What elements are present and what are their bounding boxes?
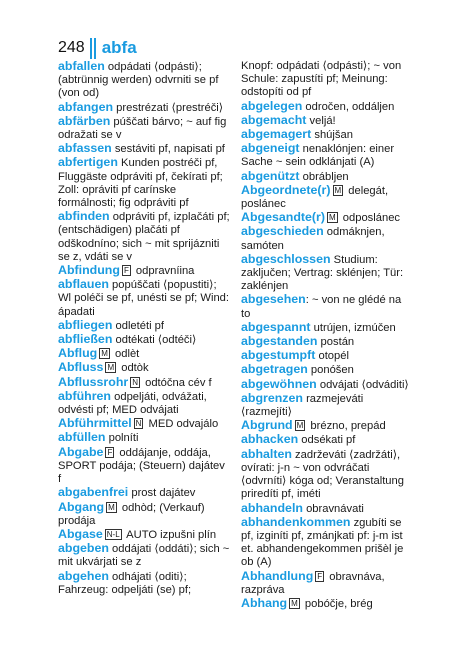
dictionary-entry — [58, 264, 230, 278]
dictionary-entry — [58, 501, 230, 528]
entry-headword: abführen — [58, 388, 112, 403]
dictionary-entry — [58, 60, 230, 101]
dictionary-entry — [241, 211, 413, 225]
entry-headword: abgewöhnen — [241, 376, 317, 391]
entry-text: nenaklónjen: einer Sache ~ sein odklánjati (A) — [241, 143, 395, 169]
entry-headword: abgeneigt — [241, 141, 300, 156]
entry-headword: abgrenzen — [241, 390, 303, 405]
entry-headword: abgenützt — [241, 168, 300, 183]
entry-text: odtòk — [118, 362, 149, 375]
entry-text: odročen, oddáljen — [302, 100, 395, 113]
dictionary-entry — [58, 210, 230, 264]
dictionary-entry — [58, 431, 230, 445]
dictionary-entry — [241, 448, 413, 502]
entry-headword: Abhandlung — [241, 568, 314, 583]
dictionary-entry — [241, 253, 413, 294]
dictionary-entry — [241, 321, 413, 335]
dictionary-entry — [241, 433, 413, 447]
entry-text: odposlánec — [339, 212, 401, 225]
entry-text: odpeljáti, odvážati, odvésti pf; MED odvájati — [58, 390, 207, 417]
dictionary-entry — [58, 528, 230, 542]
entry-headword: abfinden — [58, 209, 110, 224]
entry-headword: Abführmittel — [58, 416, 132, 431]
entry-text: ponóšen — [307, 364, 354, 377]
entry-headword: abhalten — [241, 446, 292, 461]
entry-text: veljá! — [306, 114, 336, 127]
dictionary-entry — [241, 597, 413, 611]
dictionary-entry — [241, 60, 413, 100]
dictionary-entry — [58, 542, 230, 569]
gender-box: N — [132, 377, 138, 387]
entry-headword: abgetragen — [241, 362, 308, 377]
entry-text: razmejeváti ⟨razmejíti⟩ — [241, 392, 364, 419]
left-column — [58, 60, 230, 597]
page-number: 248 — [58, 39, 85, 56]
entry-text: MED odvajálo — [145, 418, 219, 431]
entry-headword: abhacken — [241, 432, 299, 447]
dictionary-entry — [241, 349, 413, 363]
entry-headword: abflauen — [58, 277, 109, 292]
gender-box: M — [329, 213, 336, 223]
gender-box: M — [108, 502, 115, 512]
dictionary-entry — [58, 376, 230, 390]
dictionary-entry — [241, 335, 413, 349]
gender-box: M — [296, 421, 304, 431]
entry-headword: abfliegen — [58, 317, 113, 332]
dictionary-entry — [241, 516, 413, 570]
dictionary-entry — [58, 570, 230, 597]
entry-text: sestáviti pf, napisati pf — [111, 143, 225, 156]
dictionary-entry — [58, 278, 230, 319]
dictionary-entry — [58, 333, 230, 347]
entry-headword: Abflug — [58, 346, 98, 361]
dictionary-entry — [241, 392, 413, 419]
entry-text: pobóčje, brég — [301, 597, 373, 610]
dictionary-entry — [241, 128, 413, 142]
entry-headword: abgabenfrei — [58, 485, 129, 500]
entry-text: delegát, poslánec — [241, 184, 389, 211]
entry-headword: abgestanden — [241, 334, 318, 349]
entry-headword: Abgabe — [58, 444, 104, 459]
dictionary-entry — [241, 293, 413, 320]
dictionary-entry — [241, 100, 413, 114]
gender-box: M — [107, 363, 115, 373]
entry-text: odpravníina — [132, 265, 195, 278]
entry-headword: Abgang — [58, 499, 105, 514]
entry-text: otopél — [315, 350, 349, 363]
entry-text: odsékati pf — [298, 434, 356, 447]
entry-headword: abfertigen — [58, 155, 118, 170]
dictionary-entry — [241, 419, 413, 433]
gender-box: N-L — [106, 529, 120, 539]
gender-box: F — [317, 571, 323, 581]
entry-headword: Abflussrohr — [58, 374, 129, 389]
entry-text: odtóčna cév f — [142, 376, 212, 389]
entry-headword: Abgeordnete(r) — [241, 182, 331, 197]
entry-text: Kunden postréči pf, Fluggäste odpráviti pf, čekírati pf; Zoll: opráviti pf carínske formálnosti; fig odpráviti pf — [58, 157, 223, 210]
entry-text: popúščati ⟨popustiti⟩; Wl poléči se pf, unésti se pf; Wind: ápadati — [58, 279, 229, 318]
entry-headword: Abhang — [241, 595, 288, 610]
entry-text: obravnávati — [302, 502, 364, 515]
entry-text: oddájanje, oddája, SPORT podája; (Steuern) dajátev f — [58, 446, 225, 486]
entry-headword: abhandeln — [241, 500, 303, 515]
dictionary-entry — [58, 142, 230, 156]
entry-headword: Abgrund — [241, 418, 293, 433]
dictionary-entry — [241, 170, 413, 184]
entry-text: obrábljen — [299, 170, 349, 183]
entry-headword: Abfluss — [58, 360, 104, 375]
entry-text: brézno, prepád — [307, 420, 386, 433]
dictionary-entry — [241, 142, 413, 169]
gender-box: M — [101, 349, 108, 359]
entry-headword: abgeschieden — [241, 224, 324, 239]
dictionary-entry — [241, 378, 413, 392]
entry-headword: abgelegen — [241, 98, 303, 113]
entry-text: odtékati ⟨odtéči⟩ — [112, 334, 197, 347]
entry-headword: abgesehen — [241, 292, 306, 307]
entry-headword: abgespannt — [241, 319, 311, 334]
entry-text: odletéti pf — [112, 319, 165, 332]
dictionary-entry — [241, 570, 413, 597]
guide-word: abfa — [101, 38, 137, 57]
entry-headword: abfüllen — [58, 430, 106, 445]
dictionary-entry — [58, 446, 230, 487]
entry-text: shújšan — [311, 129, 353, 142]
entry-text: odhájati ⟨oditi⟩; Fahrzeug: odpeljáti (se) pf; — [58, 570, 192, 596]
dictionary-entry — [58, 156, 230, 210]
entry-text: postán — [317, 336, 355, 349]
dictionary-entry — [58, 319, 230, 333]
dictionary-entry — [241, 225, 413, 252]
entry-text: utrújen, izmúčen — [310, 321, 396, 334]
entry-text: Studium: zaključen; Vertrag: sklénjen; Tür: zaklénjen — [241, 253, 404, 293]
gender-box: F — [107, 447, 113, 457]
entry-headword: abfließen — [58, 332, 113, 347]
entry-headword: Abgesandte(r) — [241, 210, 325, 225]
dictionary-entry — [241, 502, 413, 516]
entry-headword: abfallen — [58, 59, 105, 73]
entry-headword: abgemagert — [241, 127, 312, 142]
dictionary-entry — [58, 115, 230, 142]
gender-box: F — [123, 266, 129, 276]
entry-text: odvájati ⟨odváditi⟩ — [316, 378, 409, 391]
entry-text: odlèt — [111, 348, 140, 361]
entry-text: púščati bárvo; ~ auf fig odražati se v — [58, 115, 227, 142]
right-column — [241, 60, 413, 611]
entry-text: zgubíti se pf, izginíti pf, zmánjkati pf: j-m ist et. abhandengekommen prišèl je ob (A) — [241, 516, 404, 569]
entry-headword: abgestumpft — [241, 348, 316, 363]
entry-text: AUTO izpušni plín — [123, 528, 217, 541]
entry-headword: abgemacht — [241, 112, 307, 127]
entry-text: Knopf: odpádati ⟨odpásti⟩; ~ von Schule: zapustíti pf; Meinung: odstopíti od pf — [241, 60, 402, 99]
dictionary-entry — [241, 363, 413, 377]
entry-text: odpádati ⟨odpásti⟩; (abtrünnig werden) odvrniti se pf (von od) — [58, 61, 219, 100]
entry-headword: abfangen — [58, 99, 114, 114]
entry-headword: abhandenkommen — [241, 514, 351, 529]
dictionary-entry — [58, 486, 230, 500]
entry-text: odmáknjen, samóten — [241, 226, 385, 252]
entry-text: prost dajátev — [128, 487, 196, 500]
entry-text: odhòd; (Verkauf) prodája — [58, 501, 205, 527]
gender-box: N — [135, 419, 142, 429]
entry-text: : ~ von ne glédé na to — [241, 294, 402, 320]
dictionary-entry — [58, 390, 230, 417]
page-header — [58, 36, 137, 60]
entry-headword: Abgase — [58, 526, 103, 541]
gender-box: M — [291, 598, 298, 608]
entry-text: oddájati ⟨oddáti⟩; sich ~ mit ukvárjati se z — [58, 543, 230, 569]
dictionary-entry — [241, 184, 413, 211]
header-divider — [94, 38, 96, 59]
entry-headword: abfassen — [58, 141, 112, 156]
entry-text: polníti — [105, 432, 139, 445]
dictionary-entry — [58, 417, 230, 431]
dictionary-entry — [58, 361, 230, 375]
entry-text: odpráviti pf, izplačáti pf; (entschädigen) plačáti pf odškodníno; sich ~ mit sprijázniti se z, vdáti se v — [58, 211, 230, 263]
header-divider — [90, 38, 92, 59]
dictionary-entry — [241, 114, 413, 128]
dictionary-entry — [58, 101, 230, 115]
entry-headword: abfärben — [58, 113, 111, 128]
entry-text: zadrževáti ⟨zadržáti⟩, ovírati: j-n ~ von odvráčati ⟨odvrníti⟩ kóga od; Veranstaltung priredíti pf, iméti — [241, 448, 404, 501]
entry-headword: abgehen — [58, 568, 109, 583]
entry-text: prestrézati ⟨prestréči⟩ — [113, 101, 224, 114]
entry-text: obravnáva, razpráva — [241, 570, 385, 596]
dictionary-entry — [58, 347, 230, 361]
entry-headword: Abfindung — [58, 263, 120, 278]
entry-headword: abgeschlossen — [241, 251, 331, 266]
entry-headword: abgeben — [58, 541, 109, 556]
gender-box: M — [334, 185, 342, 195]
